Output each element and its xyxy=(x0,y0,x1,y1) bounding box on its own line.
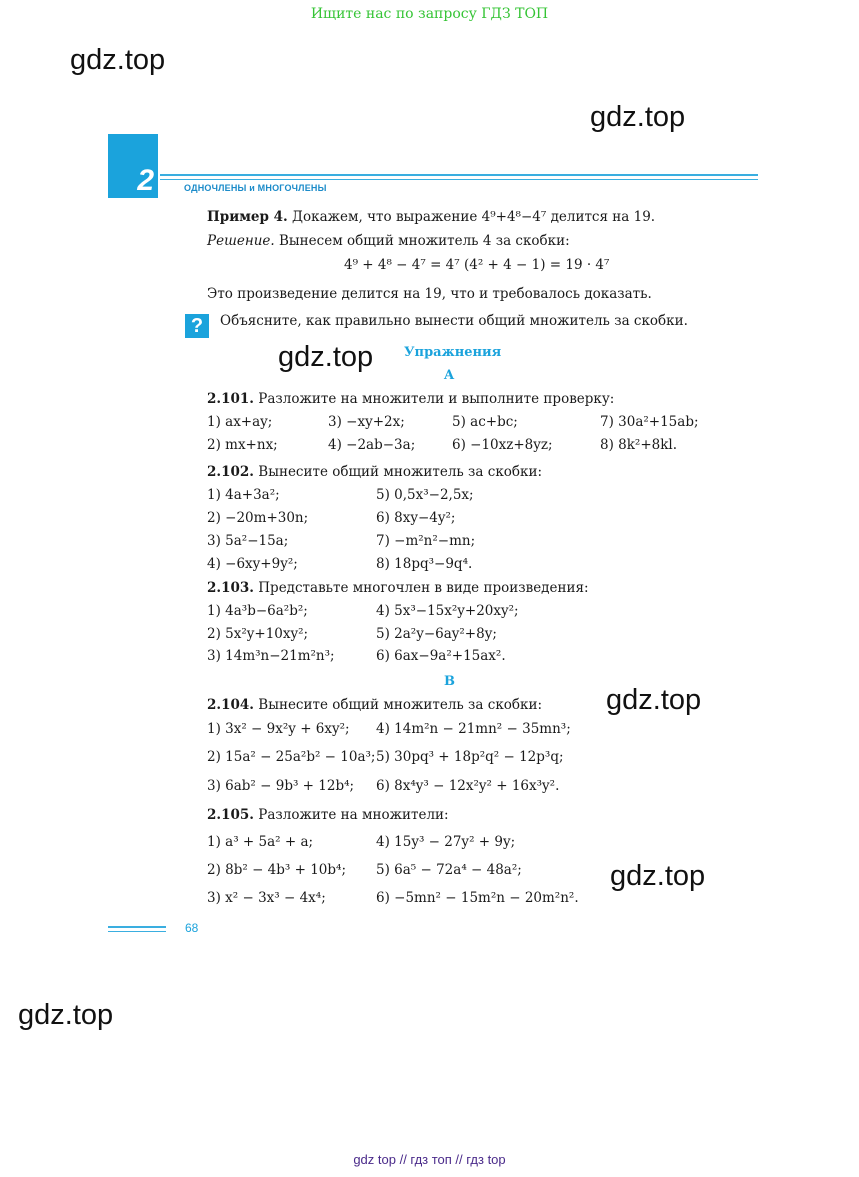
question-text: Объясните, как правильно вынести общий множитель за скобки. xyxy=(220,313,688,329)
list-item: 5) 30pq³ + 18p²q² − 12p³q; xyxy=(376,749,564,765)
list-item: 8) 8k²+8kl. xyxy=(600,437,678,453)
exercise-2103-title xyxy=(207,580,589,596)
question-icon: ? xyxy=(185,314,209,338)
chapter-badge xyxy=(108,134,158,198)
list-item: 1) ax+ay; xyxy=(207,414,273,430)
exercise-2102-title xyxy=(207,464,542,480)
exercise-number: 2.102. xyxy=(207,464,254,480)
example-text: Докажем, что выражение 4⁹+4⁸−4⁷ делится на 19. xyxy=(292,209,656,225)
solution-text: Вынесем общий множитель 4 за скобки: xyxy=(279,233,570,249)
list-item: 4) −6xy+9y²; xyxy=(207,556,298,572)
header-rule xyxy=(160,174,758,176)
example-line xyxy=(207,209,655,225)
watermark: gdz.top xyxy=(606,684,702,716)
list-item: 1) 3x² − 9x²y + 6xy²; xyxy=(207,721,350,737)
page-number: 68 xyxy=(185,921,199,935)
header-rule-thin xyxy=(160,179,758,180)
watermark: gdz.top xyxy=(590,101,686,133)
list-item: 7) 30a²+15ab; xyxy=(600,414,699,430)
list-item: 6) −5mn² − 15m²n − 20m²n². xyxy=(376,890,579,906)
list-item: 1) 4a³b−6a²b²; xyxy=(207,603,308,619)
watermark: gdz.top xyxy=(18,999,114,1031)
exercise-text: Вынесите общий множитель за скобки: xyxy=(258,697,542,713)
list-item: 1) 4a+3a²; xyxy=(207,487,280,503)
example-conclusion: Это произведение делится на 19, что и требовалось доказать. xyxy=(207,286,652,302)
example-label: Пример 4. xyxy=(207,209,288,225)
footer-rule-thin xyxy=(108,931,166,932)
list-item: 2) mx+nx; xyxy=(207,437,278,453)
exercise-number: 2.104. xyxy=(207,697,254,713)
exercise-2101-title xyxy=(207,391,614,407)
chapter-number: 2 xyxy=(137,164,154,197)
list-item: 3) 14m³n−21m²n³; xyxy=(207,648,335,664)
list-item: 2) 5x²y+10xy²; xyxy=(207,626,309,642)
list-item: 6) −10xz+8yz; xyxy=(452,437,553,453)
list-item: 3) −xy+2x; xyxy=(328,414,405,430)
exercise-number: 2.103. xyxy=(207,580,254,596)
list-item: 3) x² − 3x³ − 4x⁴; xyxy=(207,890,326,906)
exercise-number: 2.101. xyxy=(207,391,254,407)
list-item: 7) −m²n²−mn; xyxy=(376,533,476,549)
exercise-text: Вынесите общий множитель за скобки: xyxy=(258,464,542,480)
watermark: gdz.top xyxy=(278,341,374,373)
example-formula: 4⁹ + 4⁸ − 4⁷ = 4⁷ (4² + 4 − 1) = 19 · 4⁷ xyxy=(344,257,610,273)
exercise-number: 2.105. xyxy=(207,807,254,823)
exercises-heading: Упражнения xyxy=(404,345,502,360)
exercise-text: Разложите на множители: xyxy=(258,807,449,823)
list-item: 5) 6a⁵ − 72a⁴ − 48a²; xyxy=(376,862,522,878)
bottom-links[interactable]: gdz top // гдз топ // гдз top xyxy=(353,1152,506,1167)
watermark: gdz.top xyxy=(610,860,706,892)
list-item: 8) 18pq³−9q⁴. xyxy=(376,556,473,572)
list-item: 6) 6ax−9a²+15ax². xyxy=(376,648,506,664)
list-item: 2) −20m+30n; xyxy=(207,510,309,526)
solution-line xyxy=(207,233,570,249)
level-b-heading: B xyxy=(444,674,455,689)
exercise-2104-title xyxy=(207,697,542,713)
list-item: 2) 15a² − 25a²b² − 10a³; xyxy=(207,749,376,765)
list-item: 5) 0,5x³−2,5x; xyxy=(376,487,474,503)
exercise-text: Разложите на множители и выполните проверку: xyxy=(258,391,615,407)
list-item: 4) −2ab−3a; xyxy=(328,437,416,453)
list-item: 3) 6ab² − 9b³ + 12b⁴; xyxy=(207,778,355,794)
level-a-heading: A xyxy=(444,368,455,383)
list-item: 5) 2a²y−6ay²+8y; xyxy=(376,626,497,642)
watermark: gdz.top xyxy=(70,44,166,76)
solution-label: Решение. xyxy=(207,233,275,249)
section-title: ОДНОЧЛЕНЫ и МНОГОЧЛЕНЫ xyxy=(184,183,327,193)
list-item: 1) a³ + 5a² + a; xyxy=(207,834,314,850)
footer-rule xyxy=(108,926,166,928)
list-item: 2) 8b² − 4b³ + 10b⁴; xyxy=(207,862,347,878)
list-item: 6) 8xy−4y²; xyxy=(376,510,456,526)
exercise-2105-title xyxy=(207,807,449,823)
list-item: 6) 8x⁴y³ − 12x²y² + 16x³y². xyxy=(376,778,560,794)
exercise-text: Представьте многочлен в виде произведения: xyxy=(258,580,589,596)
list-item: 3) 5a²−15a; xyxy=(207,533,289,549)
top-search-link[interactable]: Ищите нас по запросу ГДЗ ТОП xyxy=(310,6,549,22)
list-item: 4) 14m²n − 21mn² − 35mn³; xyxy=(376,721,571,737)
list-item: 4) 5x³−15x²y+20xy²; xyxy=(376,603,519,619)
list-item: 4) 15y³ − 27y² + 9y; xyxy=(376,834,516,850)
list-item: 5) ac+bc; xyxy=(452,414,518,430)
